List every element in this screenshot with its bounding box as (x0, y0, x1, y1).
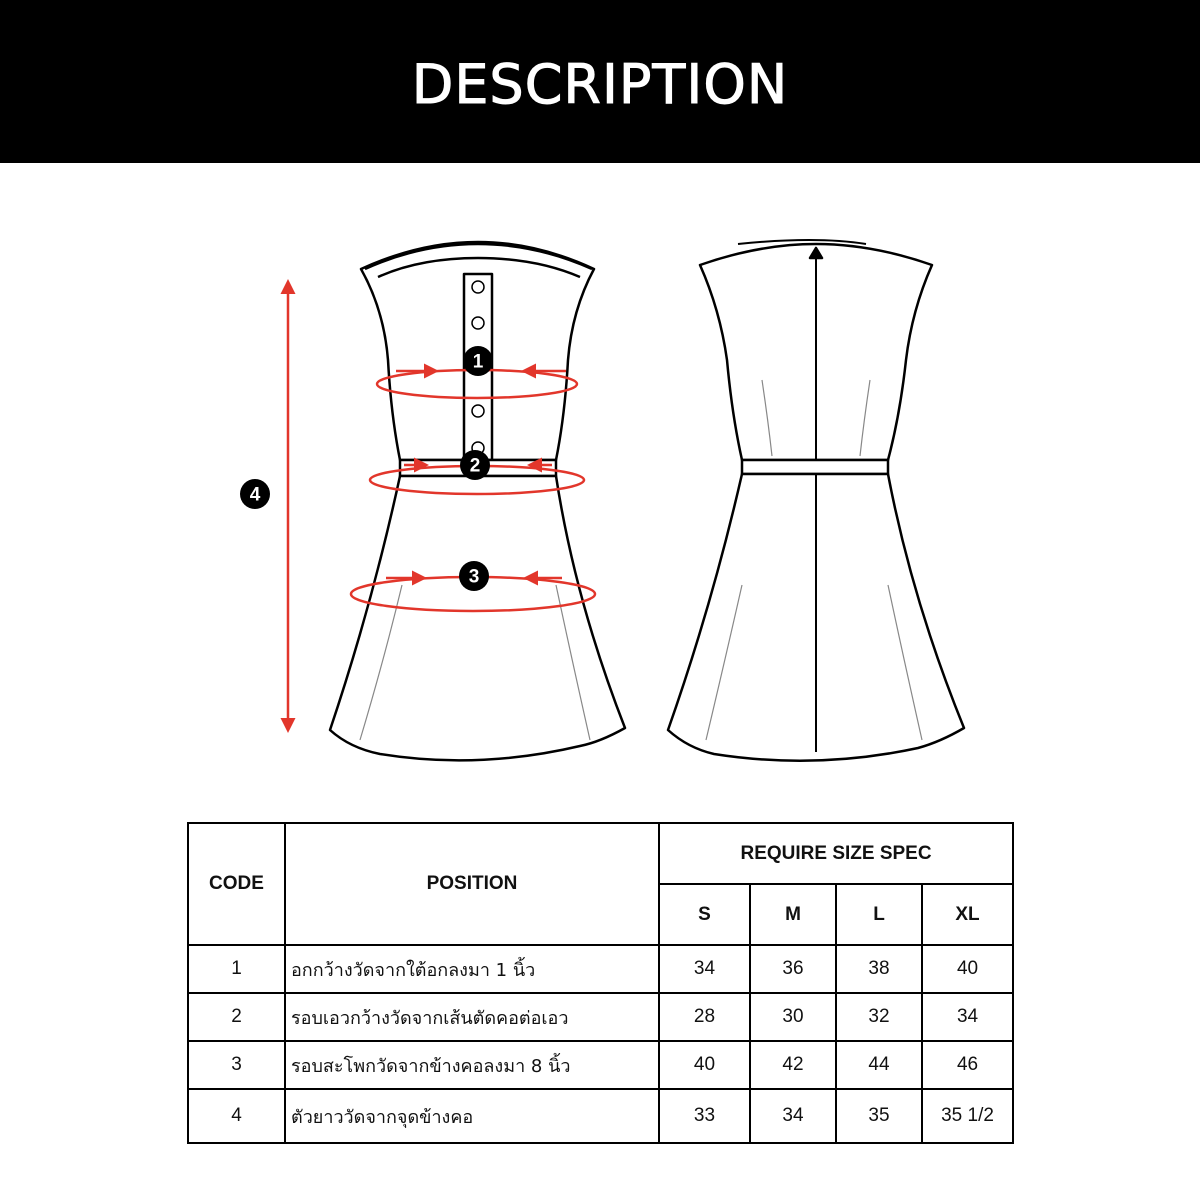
cell-l: 44 (836, 1041, 922, 1089)
svg-text:2: 2 (469, 455, 481, 477)
cell-s: 40 (659, 1041, 750, 1089)
cell-code: 3 (188, 1041, 285, 1089)
table-row (188, 1041, 1013, 1089)
header-code: CODE (188, 823, 285, 945)
table-row (188, 945, 1013, 993)
cell-m: 34 (750, 1089, 836, 1143)
svg-text:4: 4 (249, 484, 261, 506)
marker-1 (463, 346, 493, 376)
cell-m: 30 (750, 993, 836, 1041)
page-title: DESCRIPTION (411, 53, 789, 116)
cell-code: 4 (188, 1089, 285, 1143)
cell-position: ตัวยาววัดจากจุดข้างคอ (285, 1089, 659, 1143)
dress-diagram (0, 163, 1200, 803)
marker-3 (459, 561, 489, 591)
svg-text:1: 1 (472, 351, 484, 373)
cell-position: รอบสะโพกวัดจากข้างคอลงมา 8 นิ้ว (285, 1041, 659, 1089)
svg-text:3: 3 (468, 566, 480, 588)
cell-code: 2 (188, 993, 285, 1041)
cell-position: รอบเอวกว้างวัดจากเส้นตัดคอต่อเอว (285, 993, 659, 1041)
cell-position: อกกว้างวัดจากใต้อกลงมา 1 นิ้ว (285, 945, 659, 993)
cell-xl: 35 1/2 (922, 1089, 1013, 1143)
header-size-l: L (836, 884, 922, 945)
header-size-xl: XL (922, 884, 1013, 945)
header-bar (0, 0, 1200, 163)
cell-xl: 34 (922, 993, 1013, 1041)
cell-xl: 46 (922, 1041, 1013, 1089)
table-row (188, 993, 1013, 1041)
header-position: POSITION (285, 823, 659, 945)
cell-m: 36 (750, 945, 836, 993)
marker-4 (240, 479, 270, 509)
cell-code: 1 (188, 945, 285, 993)
header-size-s: S (659, 884, 750, 945)
size-spec-table (187, 822, 1014, 1144)
table-row (188, 1089, 1013, 1143)
cell-l: 38 (836, 945, 922, 993)
header-size-m: M (750, 884, 836, 945)
cell-l: 35 (836, 1089, 922, 1143)
marker-2 (460, 450, 490, 480)
cell-xl: 40 (922, 945, 1013, 993)
cell-l: 32 (836, 993, 922, 1041)
cell-s: 28 (659, 993, 750, 1041)
dress-back (668, 240, 964, 761)
cell-m: 42 (750, 1041, 836, 1089)
table-header-row (188, 823, 1013, 884)
cell-s: 33 (659, 1089, 750, 1143)
header-size-spec: REQUIRE SIZE SPEC (659, 823, 1013, 884)
cell-s: 34 (659, 945, 750, 993)
